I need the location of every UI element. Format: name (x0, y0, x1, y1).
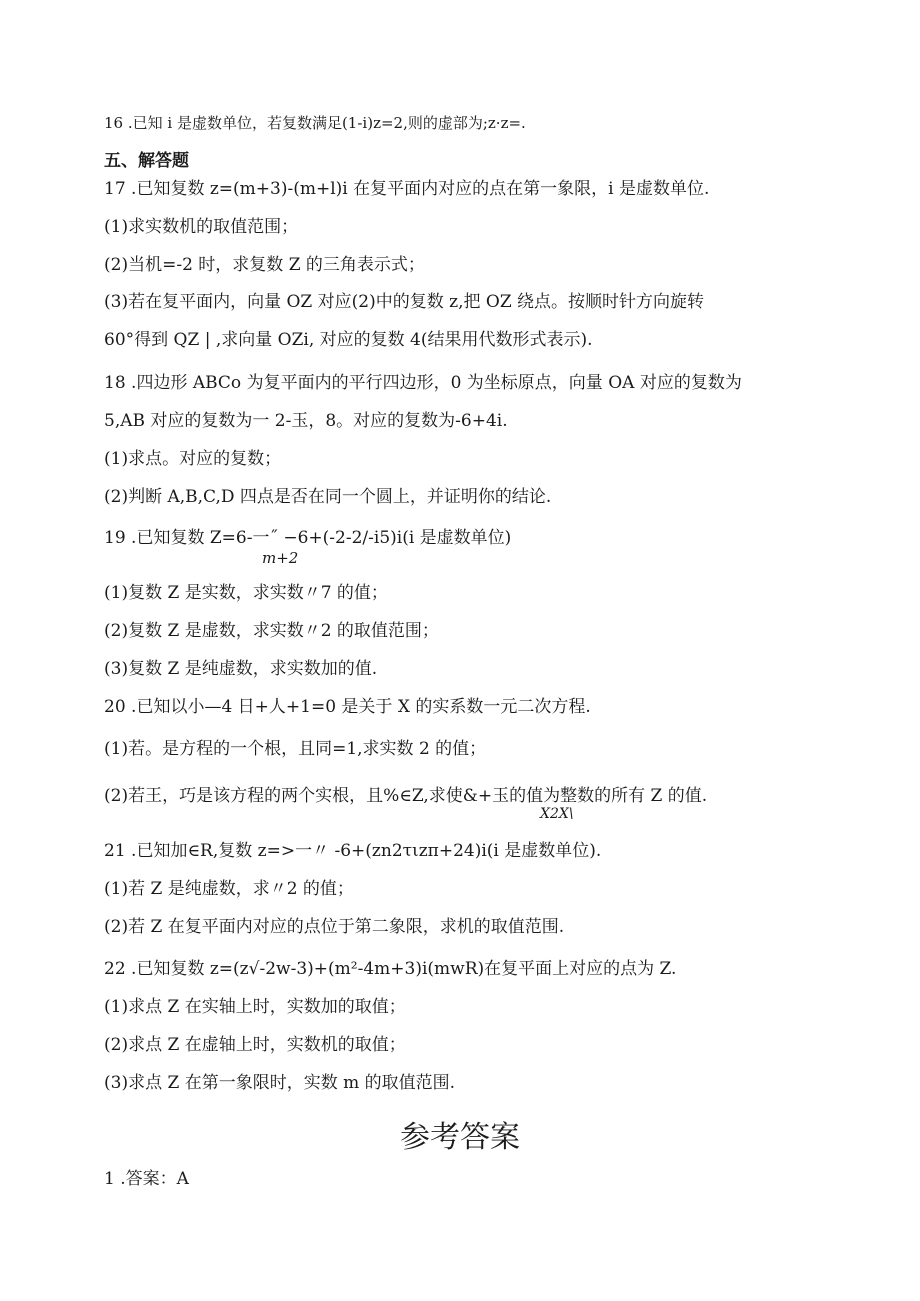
question-17-part-3-cont: 60°得到 QZ | ,求向量 OZi, 对应的复数 4(结果用代数形式表示). (104, 330, 593, 350)
question-22-part-1: (1)求点 Z 在实轴上时，实数加的取值； (104, 997, 406, 1017)
section-heading: 五、解答题 (104, 151, 189, 171)
question-21-part-1: (1)若 Z 是纯虚数，求〃2 的值； (104, 879, 354, 899)
question-21: 21 .已知加∈R,复数 z=>一〃 -6+(zn2τιzπ+24)i(i 是虚数单位). (104, 841, 602, 861)
answer-1: 1 .答案：A (104, 1169, 189, 1189)
question-22-part-2: (2)求点 Z 在虚轴上时，实数机的取值； (104, 1035, 406, 1055)
question-20-subscript: X2X\ (540, 806, 574, 822)
question-20: 20 .已知以小—4 日+人+1=0 是关于 X 的实系数一元二次方程. (104, 697, 591, 717)
question-17: 17 .已知复数 z=(m+3)-(m+l)i 在复平面内对应的点在第一象限，i 是虚数单位. (104, 179, 710, 199)
question-19-part-3: (3)复数 Z 是纯虚数，求实数加的值. (104, 659, 378, 679)
question-19-fraction-denominator: m+2 (262, 549, 299, 567)
question-19-part-2: (2)复数 Z 是虚数，求实数〃2 的取值范围； (104, 621, 439, 641)
question-19-part-1: (1)复数 Z 是实数，求实数〃7 的值； (104, 583, 388, 603)
answers-title: 参考答案 (400, 1120, 520, 1155)
question-16: 16 .已知 i 是虚数单位，若复数满足(1-i)z=2,则的虚部为;z·z=. (104, 114, 526, 132)
question-17-part-1: (1)求实数机的取值范围； (104, 217, 299, 237)
question-20-part-1: (1)若。是方程的一个根，且同=1,求实数 2 的值； (104, 739, 487, 759)
question-17-part-2: (2)当机=-2 时，求复数 Z 的三角表示式； (104, 255, 425, 275)
question-22: 22 .已知复数 z=(z√-2w-3)+(m²-4m+3)i(mwR)在复平面上对应的点为 Z. (104, 959, 677, 979)
question-17-part-3: (3)若在复平面内，向量 OZ 对应(2)中的复数 z,把 OZ 绕点。按顺时针方向旋转 (104, 292, 705, 312)
question-18-part-2: (2)判断 A,B,C,D 四点是否在同一个圆上，并证明你的结论. (104, 487, 552, 507)
question-19: 19 .已知复数 Z=6-一˝ −6+(-2-2∕-i5)i(i 是虚数单位) (104, 528, 512, 548)
question-18: 18 .四边形 ABCo 为复平面内的平行四边形，0 为坐标原点，向量 OA 对应的复数为 (104, 373, 742, 393)
question-18-cont: 5,AB 对应的复数为一 2-玉，8。对应的复数为-6+4i. (104, 411, 508, 431)
question-21-part-2: (2)若 Z 在复平面内对应的点位于第二象限，求机的取值范围. (104, 917, 565, 937)
question-18-part-1: (1)求点。对应的复数； (104, 449, 282, 469)
question-22-part-3: (3)求点 Z 在第一象限时，实数 m 的取值范围. (104, 1073, 456, 1093)
question-20-part-2: (2)若王，巧是该方程的两个实根，且%∈Z,求使&+玉的值为整数的所有 Z 的值. (104, 786, 708, 806)
